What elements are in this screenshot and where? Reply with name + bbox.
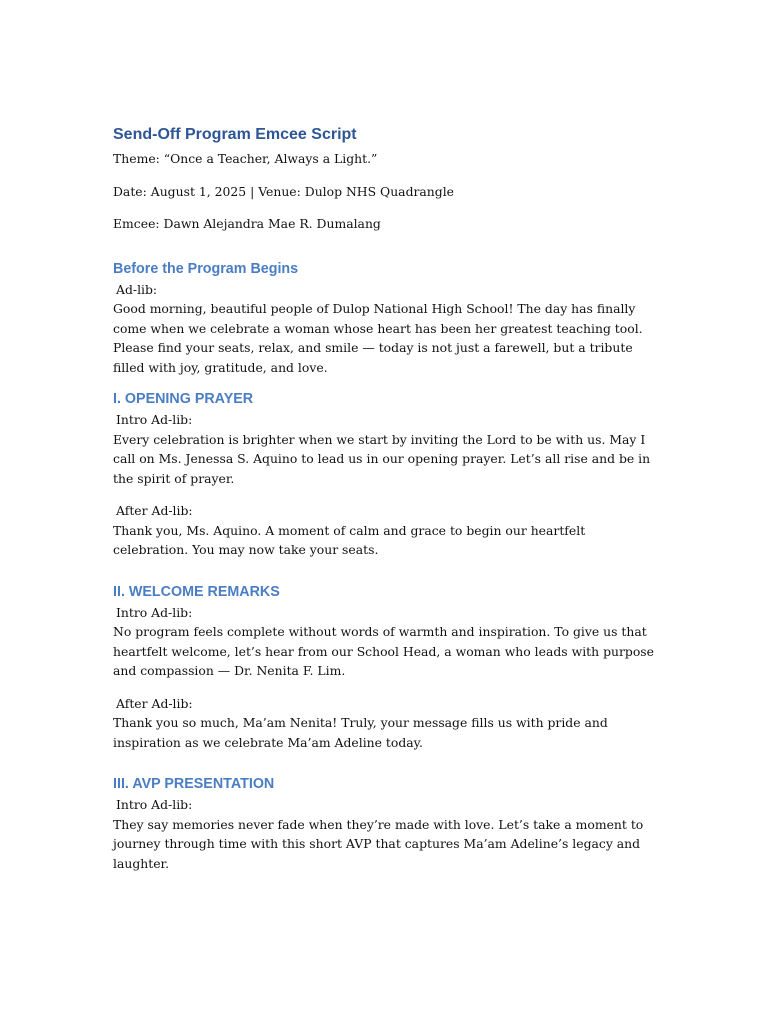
date-venue-line: Date: August 1, 2025 | Venue: Dulop NHS Quadrangle [113, 183, 455, 199]
intro-adlib-label: Intro Ad-lib: [116, 412, 193, 427]
document-page [113, 124, 663, 873]
adlib-text: Good morning, beautiful people of Dulop National High School! The day has finally come when we celebrate a woman whose heart has been her greatest teaching tool. Please find your seats, relax, and smile — today is not just a farewell, but a tribute filled with joy, gratitude, and love. [113, 301, 643, 375]
after-adlib-label: After Ad-lib: [116, 503, 193, 518]
document-title: Send-Off Program Emcee Script [113, 126, 357, 143]
after-adlib-text: Thank you so much, Ma’am Nenita! Truly, your message fills us with pride and inspiration as we celebrate Ma’am Adeline today. [113, 715, 608, 750]
intro-adlib-label: Intro Ad-lib: [116, 797, 193, 812]
section-heading-welcome-remarks: II. WELCOME REMARKS [113, 583, 280, 600]
intro-adlib-text: No program feels complete without words of warmth and inspiration. To give us that heartfelt welcome, let’s hear from our School Head, a woman who leads with purpose and compassion — Dr. Nenita F. Lim. [113, 624, 654, 678]
after-adlib-text: Thank you, Ms. Aquino. A moment of calm and grace to begin our heartfelt celebration. You may now take your seats. [113, 522, 586, 557]
section-heading-avp-presentation: III. AVP PRESENTATION [113, 776, 275, 792]
theme-line: Theme: “Once a Teacher, Always a Light.” [113, 151, 378, 166]
emcee-line: Emcee: Dawn Alejandra Mae R. Dumalang [113, 216, 381, 231]
adlib-label: Ad-lib: [116, 281, 158, 297]
section-heading-before-program: Before the Program Begins [113, 260, 299, 277]
after-adlib-label: After Ad-lib: [116, 695, 193, 711]
intro-adlib-text: They say memories never fade when they’re made with love. Let’s take a moment to journey through time with this short AVP that captures Ma’am Adeline’s legacy and laughter. [113, 816, 644, 871]
section-heading-opening-prayer: I. OPENING PRAYER [113, 391, 254, 407]
intro-adlib-text: Every celebration is brighter when we start by inviting the Lord to be with us. May I call on Ms. Jenessa S. Aquino to lead us in our opening prayer. Let’s all rise and be in the spirit of prayer. [113, 431, 651, 486]
intro-adlib-label: Intro Ad-lib: [116, 604, 193, 620]
